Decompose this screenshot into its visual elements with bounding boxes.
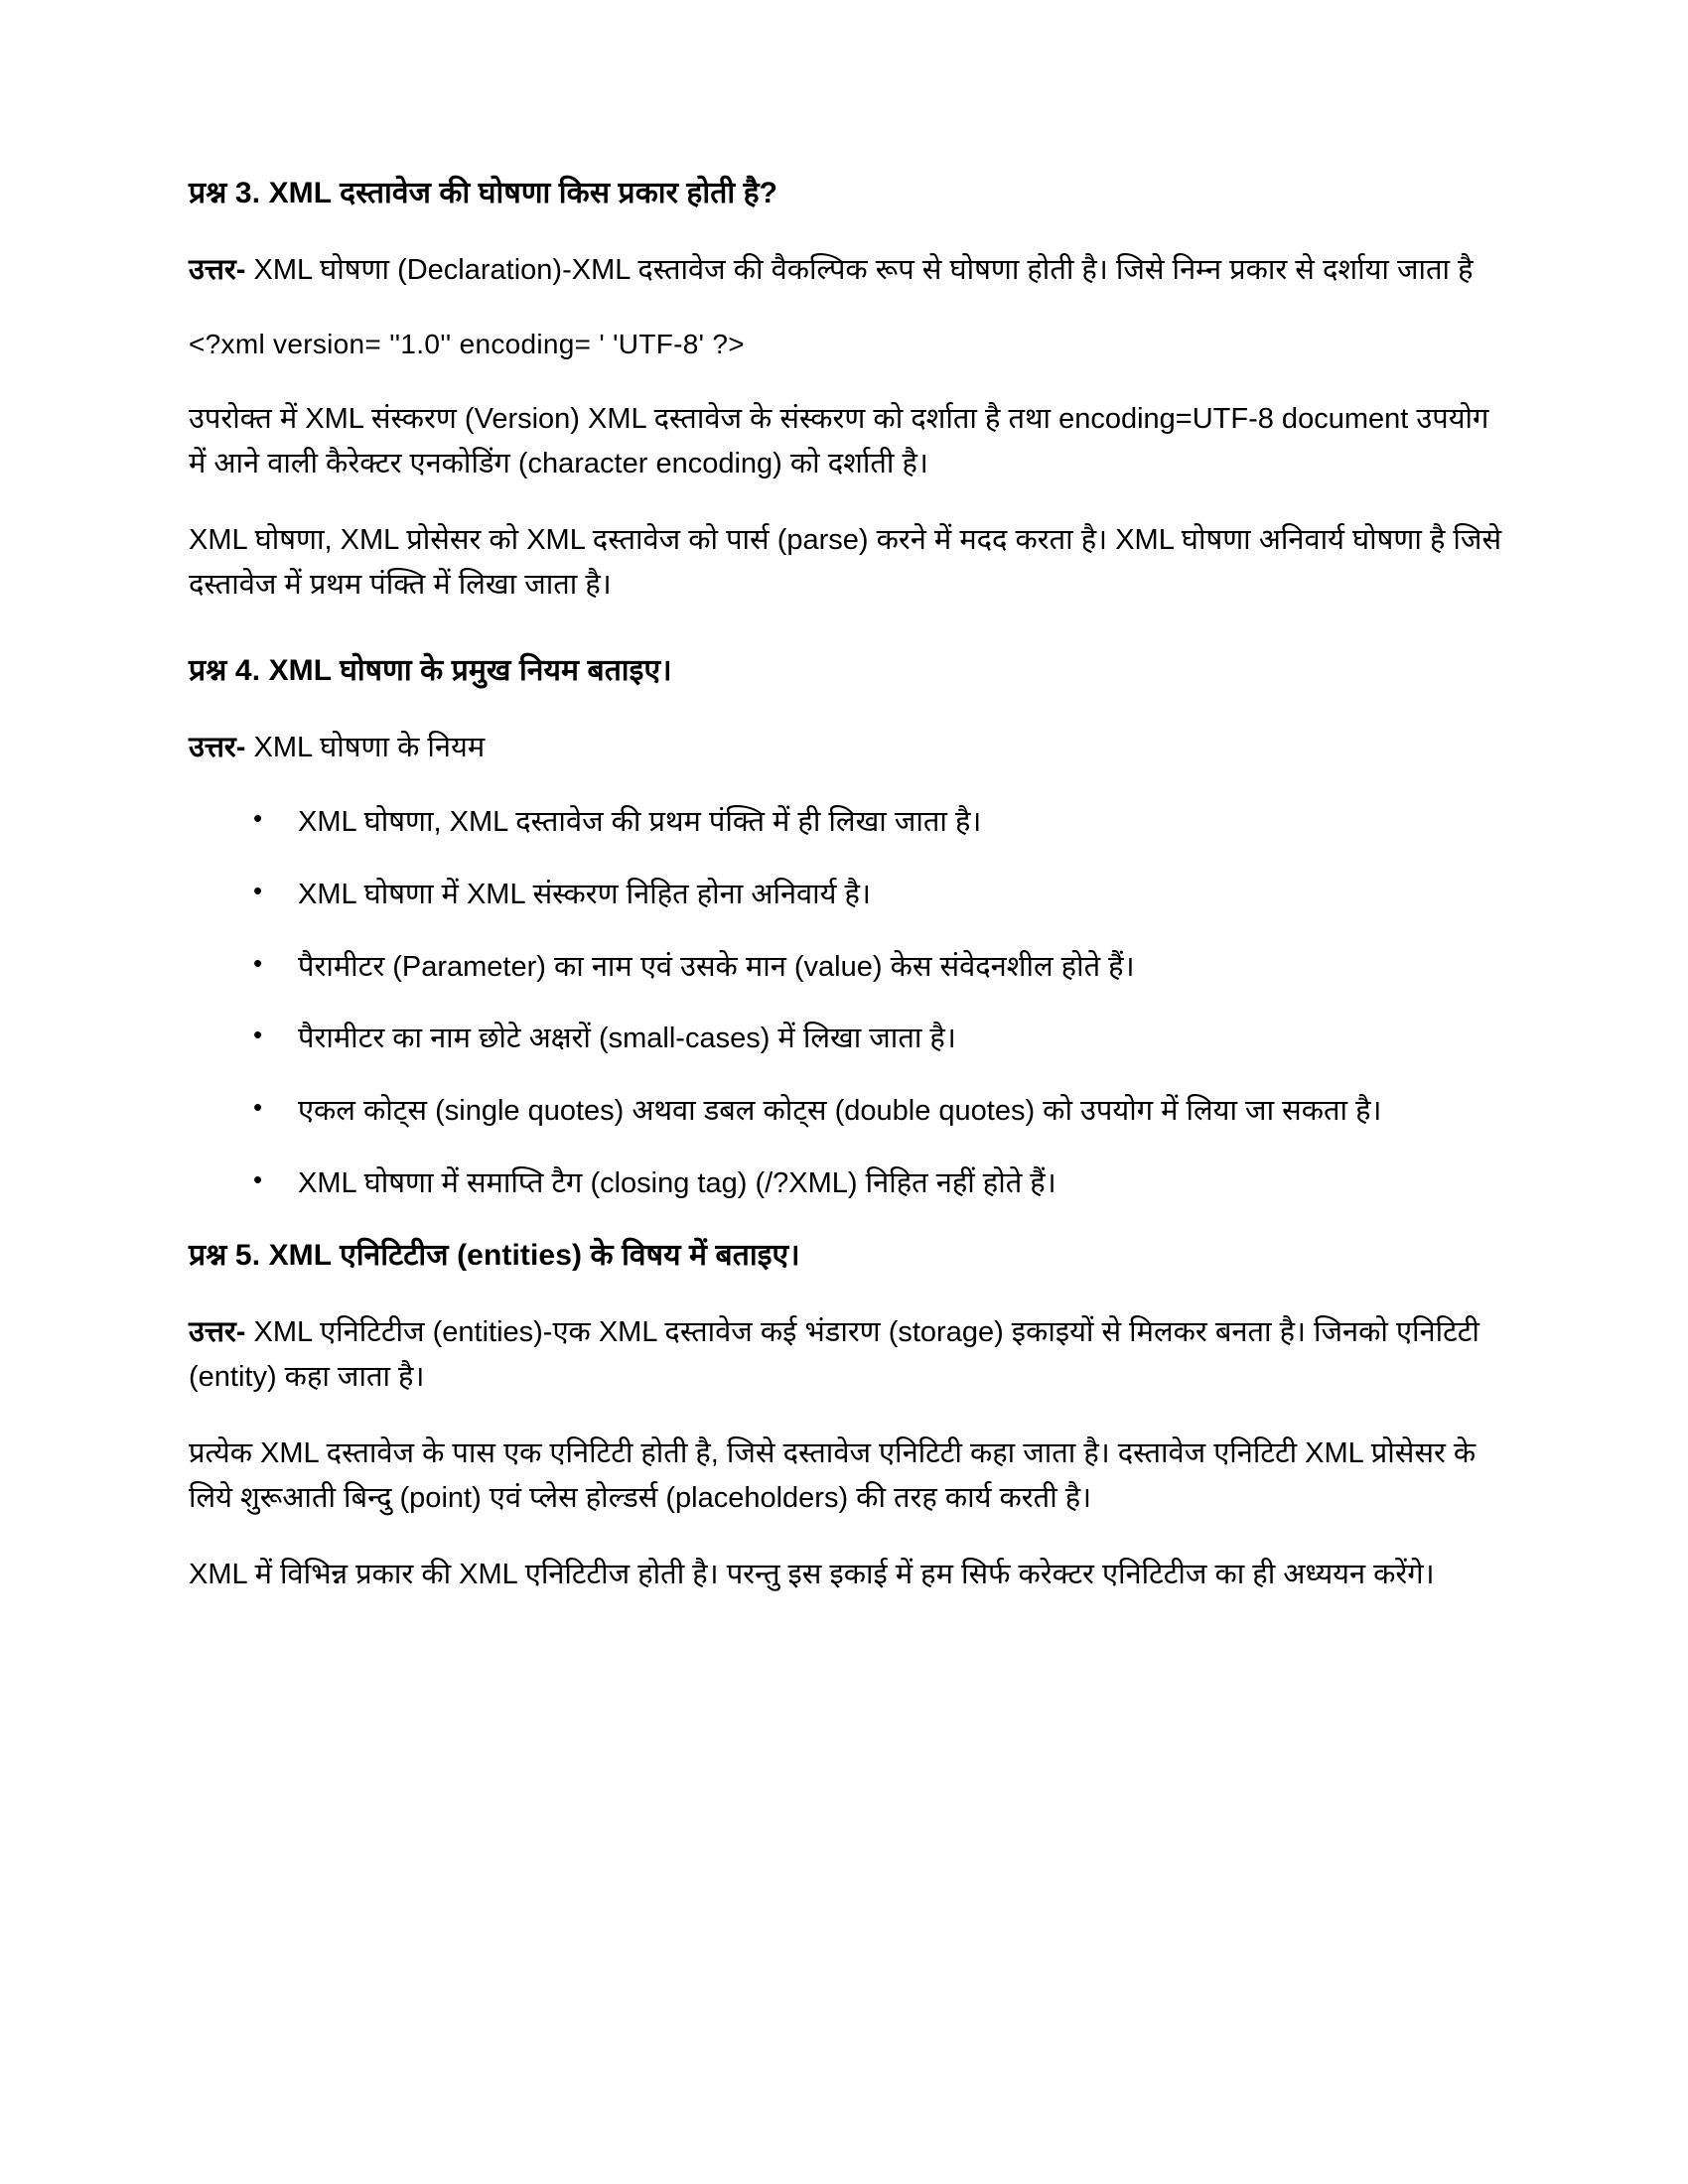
question-heading-4: प्रश्न 4. XML घोषणा के प्रमुख नियम बताइए। [189, 654, 672, 688]
rules-list [189, 800, 1504, 1207]
answer-paragraph-5 [189, 1310, 1504, 1400]
answer-text-3: XML घोषणा (Declaration)-XML दस्तावेज की वैकल्पिक रूप से घोषणा होती है। जिसे निम्न प्रकार से दर्शाया जाता है [245, 253, 1474, 286]
answer-label-5: उत्तर- [189, 1315, 246, 1348]
list-item: • पैरामीटर (Parameter) का नाम एवं उसके मान (value) केस संवेदनशील होते हैं। [189, 945, 1504, 990]
answer-paragraph-3 [189, 248, 1504, 293]
answer-text-4: XML घोषणा के नियम [245, 731, 486, 763]
list-item: • पैरामीटर का नाम छोटे अक्षरों (small-cases) में लिखा जाता है। [189, 1017, 1504, 1061]
question-heading-3: प्रश्न 3. XML दस्तावेज की घोषणा किस प्रकार होती है? [189, 177, 778, 209]
entity-paragraph-1: प्रत्येक XML दस्तावेज के पास एक एनिटिटी होती है, जिसे दस्तावेज एनिटिटी कहा जाता है। दस्तावेज एनिटिटी XML प्रोसेसर के लिये शुरूआती बिन्दु (point) एवं प्लेस होल्डर्स (placeholders) की तरह कार्य करती है। [189, 1436, 1477, 1514]
list-item: • XML घोषणा में समाप्ति टैग (closing tag) (/?XML) निहित नहीं होते हैं। [189, 1161, 1504, 1206]
question-heading-5: प्रश्न 5. XML एनिटिटीज (entities) के विषय में बताइए। [189, 1239, 800, 1273]
entity-paragraph-2: XML में विभिन्न प्रकार की XML एनिटिटीज होती है। परन्तु इस इकाई में हम सिर्फ करेक्टर एनिटिटीज का ही अध्ययन करेंगे। [189, 1558, 1435, 1590]
list-item: • XML घोषणा, XML दस्तावेज की प्रथम पंक्ति में ही लिखा जाता है। [189, 800, 1504, 845]
explanation-paragraph-2: XML घोषणा, XML प्रोसेसर को XML दस्तावेज को पार्स (parse) करने में मदद करता है। XML घोषणा अनिवार्य घोषणा है जिसे दस्तावेज में प्रथम पंक्ति में लिखा जाता है। [189, 524, 1502, 602]
answer-paragraph-4 [189, 726, 1504, 770]
explanation-paragraph-1: उपरोक्त में XML संस्करण (Version) XML दस्तावेज के संस्करण को दर्शाता है तथा encoding=UTF-8 document उपयोग में आने वाली कैरेक्टर एनकोडिंग (character encoding) को दर्शाती है। [189, 403, 1489, 480]
list-item: • एकल कोट्स (single quotes) अथवा डबल कोट्स (double quotes) को उपयोग में लिया जा सकता है। [189, 1089, 1504, 1134]
answer-label-3: उत्तर- [189, 253, 246, 286]
answer-text-5: XML एनिटिटीज (entities)-एक XML दस्तावेज कई भंडारण (storage) इकाइयों से मिलकर बनता है। जिनको एनिटिटी (entity) कहा जाता है। [189, 1315, 1479, 1393]
answer-label-4: उत्तर- [189, 731, 246, 763]
list-item: • XML घोषणा में XML संस्करण निहित होना अनिवार्य है। [189, 873, 1504, 917]
xml-declaration-code: <?xml version= ''1.0'' encoding= ' 'UTF-8' ?> [189, 329, 745, 360]
